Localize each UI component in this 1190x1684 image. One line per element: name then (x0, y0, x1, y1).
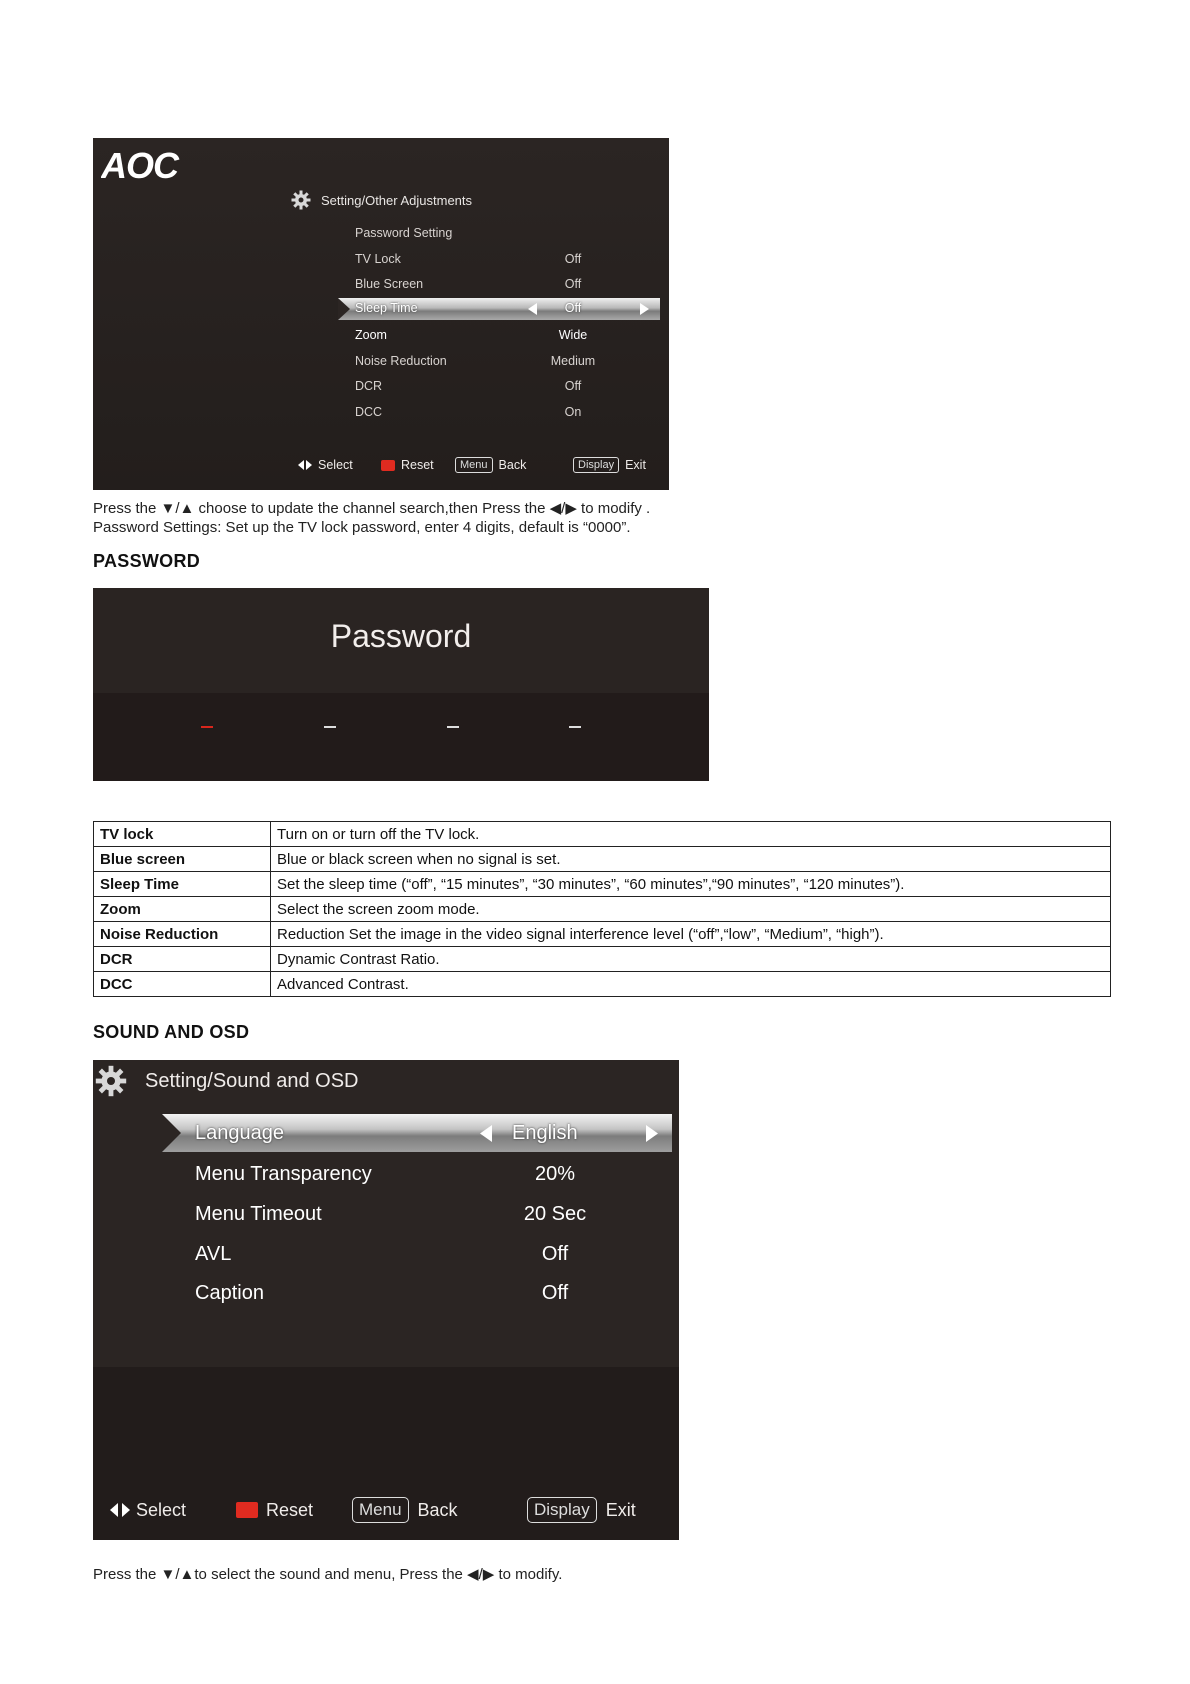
other-adjustments-screen (93, 138, 669, 490)
section-heading-sound-osd: SOUND AND OSD (93, 1022, 250, 1042)
menu-item-value: Off (541, 1282, 569, 1304)
menu-item-label: Menu Timeout (195, 1203, 322, 1225)
footer-exit-label: Exit (605, 1499, 636, 1520)
menu-item-language[interactable] (162, 1114, 672, 1152)
menu-item-value: 20% (534, 1163, 576, 1185)
menu-item-label: Blue Screen (355, 277, 424, 291)
instruction-line: Press the ▼/▲ choose to update the channel search,then Press the ◀/▶ to modify . (93, 500, 651, 517)
menu-header-title: Setting/Sound and OSD (145, 1069, 359, 1092)
sound-instructions: Press the ▼/▲to select the sound and menu, Press the ◀/▶ to modify. (93, 1566, 563, 1583)
footer-back-label: Back (498, 458, 527, 472)
password-digit-3[interactable] (447, 726, 459, 728)
footer-reset-label: Reset (266, 1499, 314, 1520)
table-key: Blue screen (94, 847, 271, 872)
table-desc: Set the sleep time (“off”, “15 minutes”, “30 minutes”, “60 minutes”,“90 minutes”, “120 minutes”). (271, 872, 1111, 897)
settings-description-table (93, 821, 1111, 997)
menu-item-menu-transparency[interactable] (195, 1161, 615, 1191)
gear-icon (291, 190, 311, 210)
footer-exit[interactable] (573, 456, 646, 474)
table-row (94, 897, 1111, 922)
menu-item-noise-reduction[interactable] (355, 350, 655, 374)
menu-item-value: Off (541, 1243, 569, 1265)
menu-item-label: AVL (195, 1243, 232, 1265)
footer-select-label: Select (136, 1499, 187, 1520)
red-key-icon (381, 460, 395, 471)
sound-osd-screen (93, 1060, 679, 1540)
menu-item-blue-screen[interactable] (355, 273, 655, 297)
menu-item-value: 20 Sec (523, 1203, 587, 1225)
menu-item-label: Caption (195, 1282, 264, 1304)
menu-item-value: Off (564, 252, 582, 266)
password-title: Password (330, 618, 472, 654)
menu-item-label: DCR (355, 379, 383, 393)
menu-item-menu-timeout[interactable] (195, 1201, 615, 1231)
menu-header (291, 190, 472, 210)
menu-item-value: English (512, 1122, 578, 1144)
arrow-right-icon[interactable] (640, 303, 649, 315)
table-row (94, 947, 1111, 972)
instruction-line: Password Settings: Set up the TV lock password, enter 4 digits, default is “0000”. (93, 519, 631, 536)
menu-item-label: Password Setting (355, 226, 453, 240)
menu-item-value: Medium (550, 354, 596, 368)
table-desc: Blue or black screen when no signal is set. (271, 847, 1111, 872)
menu-item-tv-lock[interactable] (355, 248, 655, 272)
menu-item-value: Off (564, 379, 582, 393)
table-row (94, 922, 1111, 947)
footer-exit-label: Exit (625, 458, 646, 472)
table-desc: Advanced Contrast. (271, 972, 1111, 997)
password-digit-4[interactable] (569, 726, 581, 728)
password-screen (93, 588, 709, 781)
menu-item-label: Language (195, 1122, 284, 1144)
left-right-arrows-icon (110, 1503, 130, 1517)
arrow-left-icon[interactable] (480, 1125, 492, 1142)
footer-back-label: Back (417, 1499, 458, 1520)
password-entry-area (93, 693, 709, 781)
menu-item-avl[interactable] (195, 1241, 615, 1271)
table-desc: Turn on or turn off the TV lock. (271, 822, 1111, 847)
table-key: Noise Reduction (94, 922, 271, 947)
menu-item-zoom[interactable] (355, 324, 655, 348)
menu-item-label: Zoom (355, 328, 387, 342)
footer-select[interactable] (298, 456, 353, 474)
menu-header (93, 1064, 358, 1098)
menu-item-sleep-time[interactable] (338, 298, 660, 320)
table-key: DCC (94, 972, 271, 997)
aoc-logo (101, 146, 185, 186)
left-right-arrows-icon (298, 460, 312, 470)
table-row (94, 972, 1111, 997)
footer-reset[interactable] (381, 456, 434, 474)
menu-item-value: Wide (558, 328, 588, 342)
gear-icon (95, 1065, 127, 1097)
display-key-icon: Display (573, 457, 619, 473)
footer-reset[interactable] (236, 1496, 313, 1524)
password-digit-2[interactable] (324, 726, 336, 728)
menu-item-password-setting[interactable] (355, 222, 655, 246)
footer-select[interactable] (110, 1496, 186, 1524)
footer-back[interactable] (352, 1496, 458, 1524)
selection-left-notch (338, 298, 352, 320)
table-key: Zoom (94, 897, 271, 922)
menu-item-label: Noise Reduction (355, 354, 447, 368)
menu-item-value: Off (564, 301, 582, 315)
table-key: Sleep Time (94, 872, 271, 897)
menu-item-value: On (564, 405, 582, 419)
table-key: TV lock (94, 822, 271, 847)
menu-key-icon: Menu (455, 457, 493, 473)
svg-text:AOC: AOC (101, 146, 178, 186)
table-key: DCR (94, 947, 271, 972)
password-digit-1-active[interactable] (201, 726, 213, 728)
selection-left-notch (162, 1114, 184, 1152)
menu-item-label: Menu Transparency (195, 1163, 372, 1185)
display-key-icon: Display (527, 1497, 597, 1523)
section-heading-password: PASSWORD (93, 551, 201, 571)
footer-select-label: Select (318, 458, 353, 472)
menu-key-icon: Menu (352, 1497, 409, 1523)
table-row (94, 847, 1111, 872)
arrow-right-icon[interactable] (646, 1125, 658, 1142)
menu-item-dcc[interactable] (355, 401, 655, 425)
menu-item-label: DCC (355, 405, 383, 419)
menu-header-title: Setting/Other Adjustments (321, 192, 473, 208)
footer-reset-label: Reset (401, 458, 434, 472)
menu-item-caption[interactable] (195, 1280, 615, 1310)
menu-item-label: Sleep Time (355, 301, 418, 315)
table-desc: Reduction Set the image in the video signal interference level (“off”,“low”, “Medium”, “high”). (271, 922, 1111, 947)
red-key-icon (236, 1502, 258, 1518)
table-desc: Dynamic Contrast Ratio. (271, 947, 1111, 972)
menu-item-value: Off (564, 277, 582, 291)
table-desc: Select the screen zoom mode. (271, 897, 1111, 922)
menu-item-label: TV Lock (355, 252, 401, 266)
menu-item-dcr[interactable] (355, 375, 655, 399)
instructions-paragraph (93, 499, 650, 537)
footer-back[interactable] (455, 456, 526, 474)
footer-exit[interactable] (527, 1496, 636, 1524)
table-row (94, 822, 1111, 847)
table-row (94, 872, 1111, 897)
